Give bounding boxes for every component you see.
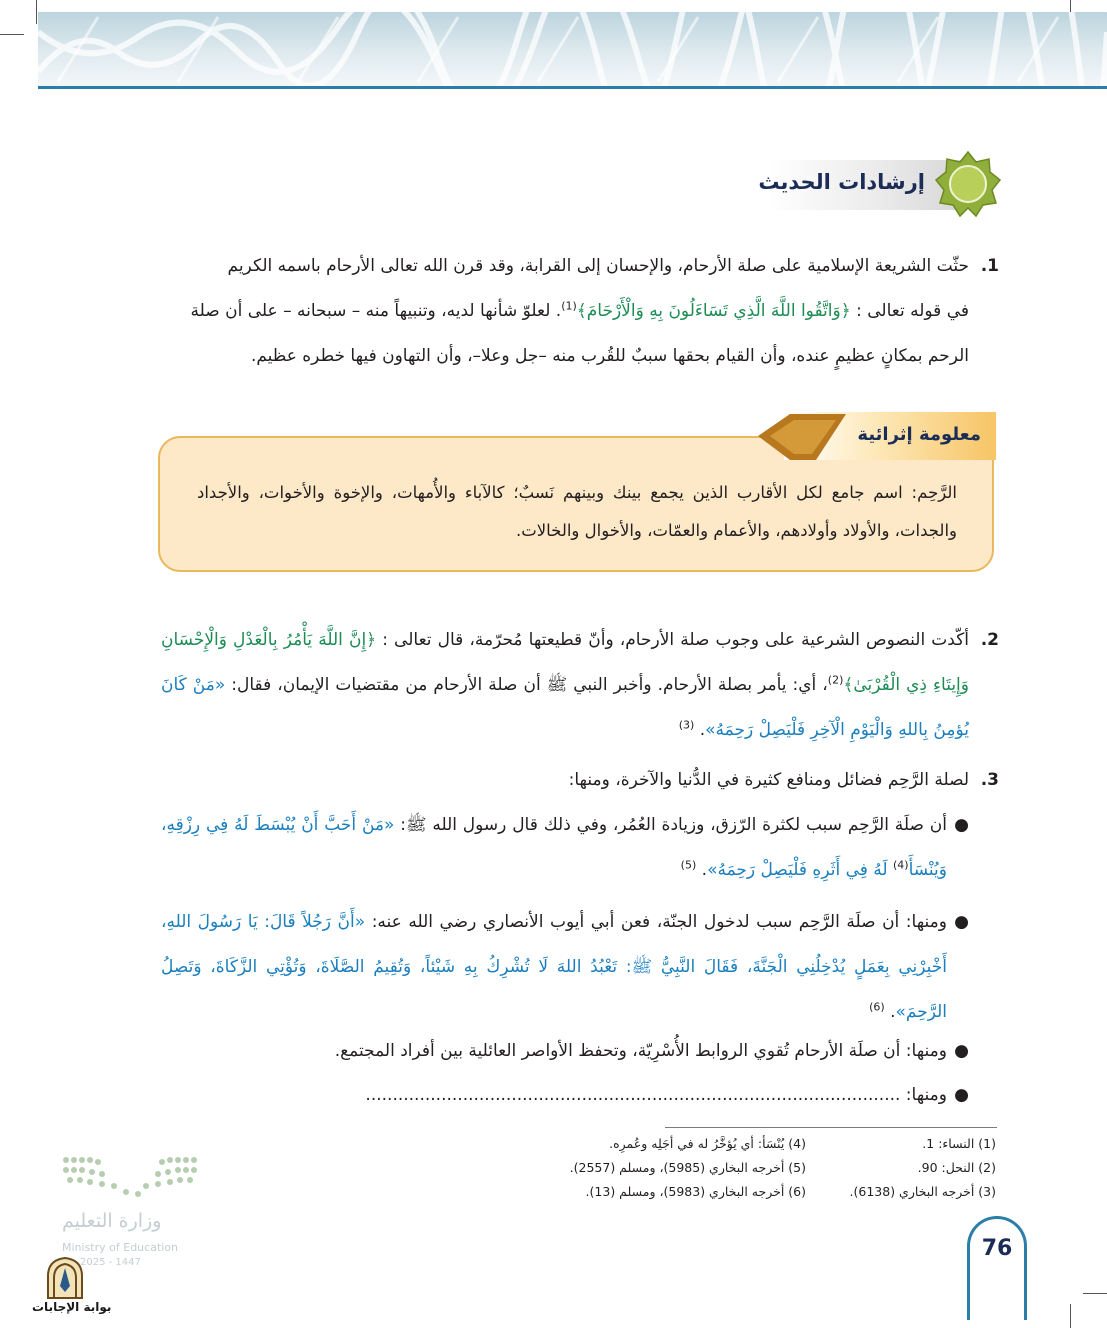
section-title: إرشادات الحديث bbox=[758, 170, 925, 194]
hadith-quote: لَهُ فِي أَثَرِهِ فَلْيَصِلْ رَحِمَهُ» bbox=[707, 860, 893, 880]
bullet-dot-icon: ● bbox=[954, 1085, 969, 1105]
text-run: ومنها: أن صلَة الرَّحِم سبب لدخول الجنّة، فعن أبي أيوب الأنصاري رضي الله عنه: bbox=[365, 912, 947, 932]
paragraph-number: 1. bbox=[980, 256, 999, 276]
info-box-label: معلومة إثرائية bbox=[857, 424, 981, 445]
text-run: . bbox=[890, 1002, 896, 1022]
hadith-quote: «مَنْ أَحَبَّ أَنْ يُبْسَطَ لَهُ فِي رِزْقِهِ، وَيُنْسَأَ bbox=[161, 815, 947, 880]
footnote: (6) أخرجه البخاري (5983)، ومسلم (13). bbox=[585, 1184, 806, 1199]
footnote-ref: (3) bbox=[678, 718, 695, 732]
text-run: ، أي: يأمر بصلة الأرحام. وأخبر النبي ﷺ أن صلة الأرحام من مقتضيات الإيمان، فقال: bbox=[225, 675, 828, 695]
footnote: (3) أخرجه البخاري (6138). bbox=[849, 1184, 996, 1199]
bullet-item bbox=[161, 803, 969, 893]
crop-mark bbox=[1070, 1304, 1071, 1328]
footnote-ref: (5) bbox=[680, 858, 697, 872]
star-badge-icon bbox=[934, 150, 1002, 218]
header-rule bbox=[38, 86, 1107, 89]
paragraph-2 bbox=[161, 618, 999, 753]
text-run: في قوله تعالى : bbox=[850, 301, 969, 321]
paragraph-intro: لصلة الرَّحِم فضائل ومنافع كثيرة في الدُّنيا والآخرة، ومنها: bbox=[568, 770, 969, 790]
footnote: (5) أخرجه البخاري (5985)، ومسلم (2557). bbox=[569, 1160, 806, 1175]
header-pattern bbox=[38, 12, 1107, 86]
info-box-text: الرَّحِم: اسم جامع لكل الأقارب الذين يجمع بينك وبينهم نَسبٌ؛ كالآباء والأُمهات، والإخوة والأخوات، والأجداد والجدات، والأولاد وأولادهم، والأعمام والعمّات، والأخوال والخالات. bbox=[197, 483, 957, 540]
quran-verse: ﴿وَاتَّقُوا اللَّهَ الَّذِي تَسَاءَلُونَ بِهِ وَالْأَرْحَامَ﴾ bbox=[576, 301, 851, 321]
footnote: (1) النساء: 1. bbox=[922, 1136, 996, 1151]
hadith-quote: «أَنَّ رَجُلاً قَالَ: يَا رَسُولَ اللهِ، أَخْبِرْنِي بِعَمَلٍ يُدْخِلُنِي الْجَنَّةَ، فَقَالَ النَّبِيُّ ﷺ: تَعْبُدُ اللهَ لَا تُشْرِكُ بِهِ شَيْئاً، وَتُقِيمُ الصَّلَاةَ، وَتُؤْتِي الزَّكَاةَ، وَتَصِلُ الرَّحِمَ» bbox=[161, 912, 947, 1022]
hadith-quote: «مَنْ كَانَ يُؤمِنُ بِاللهِ وَالْيَوْمِ الْآخِرِ فَلْيَصِلْ رَحِمَهُ» bbox=[161, 675, 969, 740]
crop-mark bbox=[1083, 1293, 1107, 1294]
ministry-year: 2025 - 1447 bbox=[80, 1257, 141, 1268]
text-run: ومنها: أن صلَة الأرحام تُقوي الروابط الأُسْرِيّة، وتحفظ الأواصر العائلية بين أفراد المجتمع. bbox=[334, 1041, 947, 1061]
footnote-ref: (1) bbox=[561, 299, 577, 313]
bullet-dot-icon: ● bbox=[954, 815, 969, 835]
paragraph-line: الرحم بمكانٍ عظيمٍ عنده، وأن القيام بحقها سببٌ للقُرب منه –جل وعلا–، وأن التهاون فيها خطره عظيم. bbox=[250, 346, 969, 366]
text-run: . bbox=[701, 860, 708, 880]
footnote: (2) النحل: 90. bbox=[917, 1160, 996, 1175]
footnote-rule bbox=[665, 1127, 997, 1128]
footnote: (4) يُنْسَأ: أي يُؤخَّرُ له في أجَلِه وعُمرِه. bbox=[609, 1136, 806, 1151]
page-number-frame bbox=[967, 1216, 1027, 1320]
paragraph-1 bbox=[161, 244, 999, 379]
crop-mark bbox=[0, 34, 24, 35]
text-run: . bbox=[699, 720, 706, 740]
paragraph-line bbox=[161, 289, 969, 334]
quran-verse: ﴿إِنَّ اللَّهَ يَأْمُرُ بِالْعَدْلِ وَالْإِحْسَانِ وَإِيتَاءِ ذِي الْقُرْبَىٰ﴾ bbox=[161, 630, 969, 695]
bullet-dot-icon: ● bbox=[954, 1041, 969, 1061]
paragraph-number: 2. bbox=[980, 630, 999, 650]
ministry-name-english: Ministry of Education bbox=[62, 1241, 179, 1254]
bullet-item bbox=[161, 900, 969, 1035]
paragraph-number: 3. bbox=[980, 770, 999, 790]
site-logo-icon bbox=[44, 1256, 86, 1300]
text-run: . لعلوّ شأنها لديه، وتنبيهاً منه – سبحانه – على أن صلة bbox=[190, 301, 562, 321]
bullet-item bbox=[161, 1029, 969, 1074]
paragraph-line: حثّت الشريعة الإسلامية على صلة الأرحام، والإحسان إلى القرابة، وقد قرن الله تعالى الأرحام باسمه الكريم bbox=[227, 256, 969, 276]
crop-mark bbox=[36, 0, 37, 24]
bullet-item bbox=[161, 1073, 969, 1118]
page-number: 76 bbox=[981, 1236, 1013, 1261]
text-run: أن صلَة الرَّحِم سبب لكثرة الرّزق، وزيادة العُمُر، وفي ذلك قال رسول الله ﷺ: bbox=[394, 815, 947, 835]
bullet-dot-icon: ● bbox=[954, 912, 969, 932]
site-label: بوابة الإجابات bbox=[32, 1300, 112, 1314]
paragraph-3 bbox=[161, 758, 999, 803]
answer-blank[interactable]: ومنها: ................................................................................................... bbox=[365, 1085, 947, 1105]
ministry-logo-icon bbox=[62, 1152, 198, 1200]
text-run: أكّدت النصوص الشرعية على وجوب صلة الأرحام، وأنّ قطيعتها مُحرّمة، قال تعالى : bbox=[376, 630, 970, 650]
ministry-name-arabic: وزارة التعليم bbox=[62, 1210, 162, 1232]
footnote-ref: (2) bbox=[827, 673, 844, 687]
header-band bbox=[38, 12, 1107, 86]
info-tab-arrow-icon bbox=[756, 412, 846, 460]
footnote-ref: (6) bbox=[869, 1000, 885, 1014]
footnote-ref: (4) bbox=[892, 858, 909, 872]
